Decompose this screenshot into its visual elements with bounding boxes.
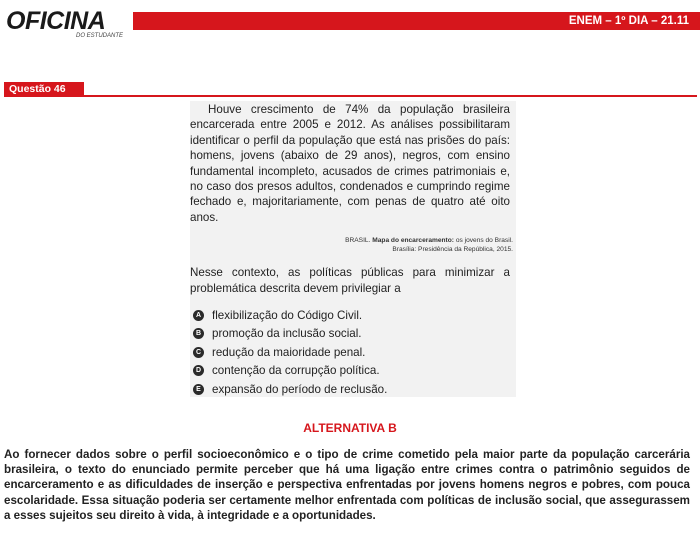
logo-wordmark: OFICINA <box>6 7 106 35</box>
exam-title: ENEM – 1º DIA – 21.11 <box>568 15 689 27</box>
answer-options <box>193 306 513 399</box>
source-title: Mapa do encarceramento: <box>372 237 454 244</box>
option-letter-b: B <box>193 328 204 339</box>
option-c <box>193 343 513 362</box>
logo-subtitle: DO ESTUDANTE <box>76 33 124 39</box>
question-stem <box>190 102 510 225</box>
answer-resolution: Ao fornecer dados sobre o perfil socioeconômico e o tipo de crime cometido pela maior parte da população carcerária brasileira, o texto do enunciado permite perceber que há uma ligação entre crimes contra o patrimônio seguidos de encarceramento e as dificuldades de inserção e perspectiva enfrentadas por jovens homens negros e pobres, com pouca escolaridade. Essa situação poderia ser certamente melhor enfrentada com políticas de inclusão social, que assegurassem a esses sujeitos seu direito à vida, à integridade e a oportunidades. <box>4 448 690 522</box>
option-letter-e: E <box>193 384 204 395</box>
option-a <box>193 306 513 325</box>
option-letter-c: C <box>193 347 204 358</box>
answer-label: ALTERNATIVA B <box>303 421 397 435</box>
option-text-b: promoção da inclusão social. <box>212 327 362 341</box>
option-b <box>193 325 513 344</box>
option-text-c: redução da maioridade penal. <box>212 345 366 359</box>
header-bar <box>133 12 700 30</box>
source-prefix: BRASIL. <box>345 237 371 244</box>
oficina-logo <box>6 9 136 39</box>
option-e <box>193 380 513 399</box>
option-text-a: flexibilização do Código Civil. <box>212 308 363 322</box>
option-text-d: contenção da corrupção política. <box>212 364 380 378</box>
source-citation <box>193 236 513 254</box>
option-letter-d: D <box>193 365 204 376</box>
option-d <box>193 362 513 381</box>
stem-text: Houve crescimento de 74% da população brasileira encarcerada entre 2005 e 2012. As análises possibilitaram identificar o perfil da população que está nas prisões do país: homens, jovens (abaixo de 29 anos), negros, com ensino fundamental incompleto, acusados de crimes patrimoniais e, no caso dos presos adultos, condenados e cumprindo regime fechado e, majoritariamente, com penas de quatro até oito anos. <box>190 103 510 224</box>
question-divider <box>4 95 697 97</box>
option-letter-a: A <box>193 310 204 321</box>
option-text-e: expansão do período de reclusão. <box>212 382 388 396</box>
source-rest: os jovens do Brasil. <box>455 237 513 244</box>
question-command: Nesse contexto, as políticas públicas para minimizar a problemática descrita devem privilegiar a <box>190 266 510 295</box>
source-line-1 <box>193 236 513 245</box>
source-line-2: Brasília: Presidência da República, 2015. <box>392 246 513 253</box>
question-label: Questão 46 <box>9 83 66 95</box>
